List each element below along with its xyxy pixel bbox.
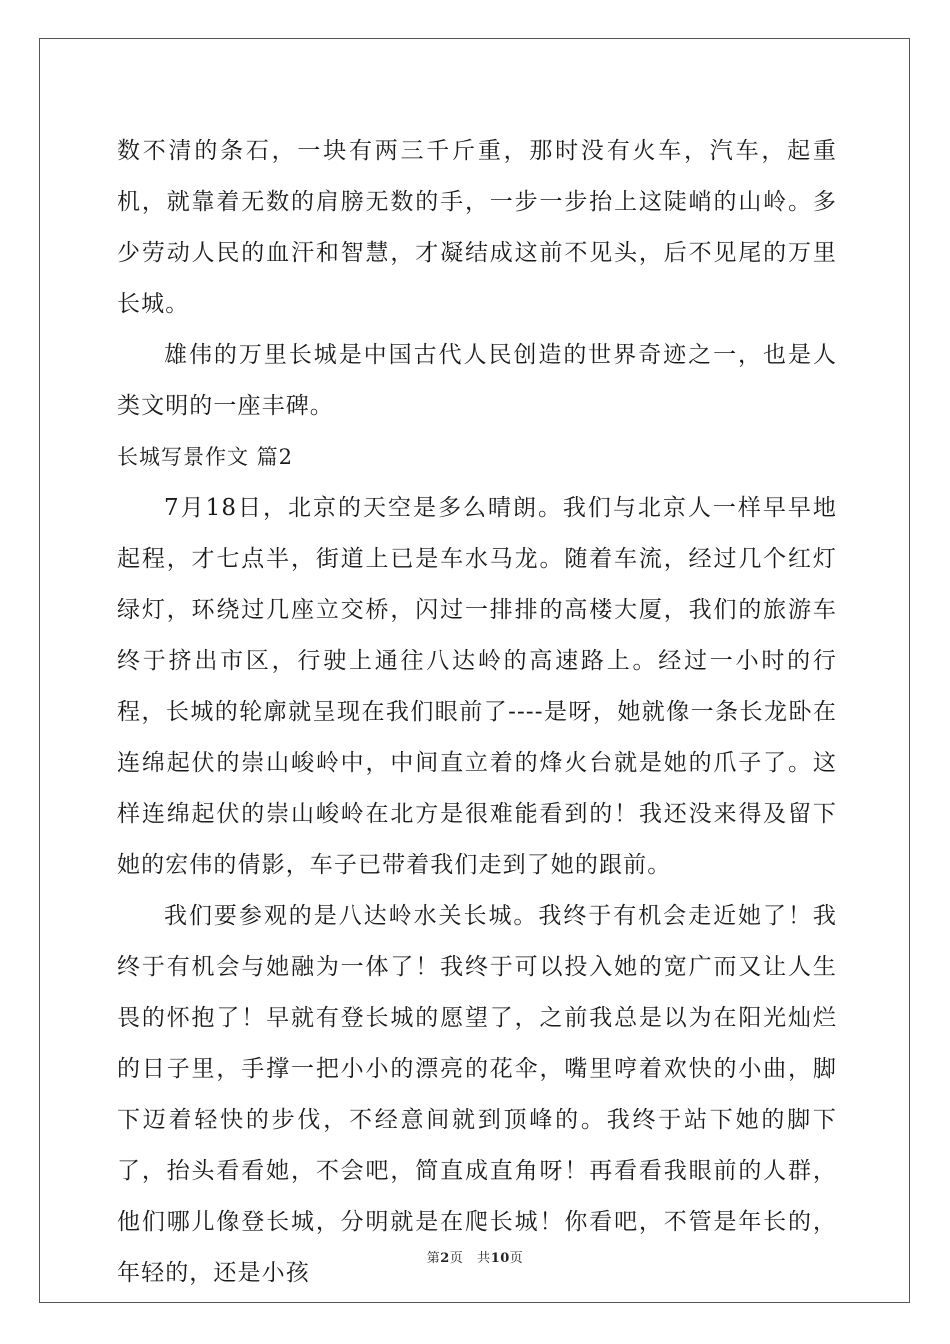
page-footer (0, 1247, 950, 1266)
paragraph-3: 7月18日，北京的天空是多么晴朗。我们与北京人一样早早地起程，才七点半，街道上已是车水马龙。随着车流，经过几个红灯绿灯，环绕过几座立交桥，闪过一排排的高楼大厦，我们的旅游车终于挤出市区，行驶上通往八达岭的高速路上。经过一小时的行程，长城的轮廓就呈现在我们眼前了----是呀，她就像一条长龙卧在连绵起伏的崇山峻岭中，中间直立着的烽火台就是她的爪子了。这样连绵起伏的崇山峻岭在北方是很难能看到的！我还没来得及留下她的宏伟的倩影，车子已带着我们走到了她的跟前。 (117, 495, 837, 878)
paragraph-4: 我们要参观的是八达岭水关长城。我终于有机会走近她了！我终于有机会与她融为一体了！我终于可以投入她的宽广而又让人生畏的怀抱了！早就有登长城的愿望了，之前我总是以为在阳光灿烂的日子里，手撑一把小小的漂亮的花伞，嘴里哼着欢快的小曲，脚下迈着轻快的步伐，不经意间就到顶峰的。我终于站下她的脚下了，抬头看看她，不会吧，简直成直角呀！再看看我眼前的人群，他们哪儿像登长城，分明就是在爬长城！你看吧，不管是年长的，年轻的，还是小孩 (117, 903, 837, 1286)
footer-page-prefix: 第 (426, 1251, 441, 1266)
footer-total-prefix: 共 (477, 1251, 491, 1266)
paragraph-2: 雄伟的万里长城是中国古代人民创造的世界奇迹之一，也是人类文明的一座丰碑。 (117, 342, 837, 419)
footer-page-number: 2 (440, 1251, 450, 1266)
paragraph-1: 数不清的条石，一块有两三千斤重，那时没有火车，汽车，起重机，就靠着无数的肩膀无数的手，一步一步抬上这陡峭的山岭。多少劳动人民的血汗和智慧，才凝结成这前不见头，后不见尾的万里长城。 (117, 138, 837, 317)
section-heading: 长城写景作文 篇2 (117, 445, 294, 469)
footer-page-suffix: 页 (449, 1251, 464, 1266)
footer-total-pages: 10 (490, 1251, 510, 1266)
footer-total-suffix: 页 (509, 1251, 524, 1266)
document-body (117, 126, 837, 1299)
